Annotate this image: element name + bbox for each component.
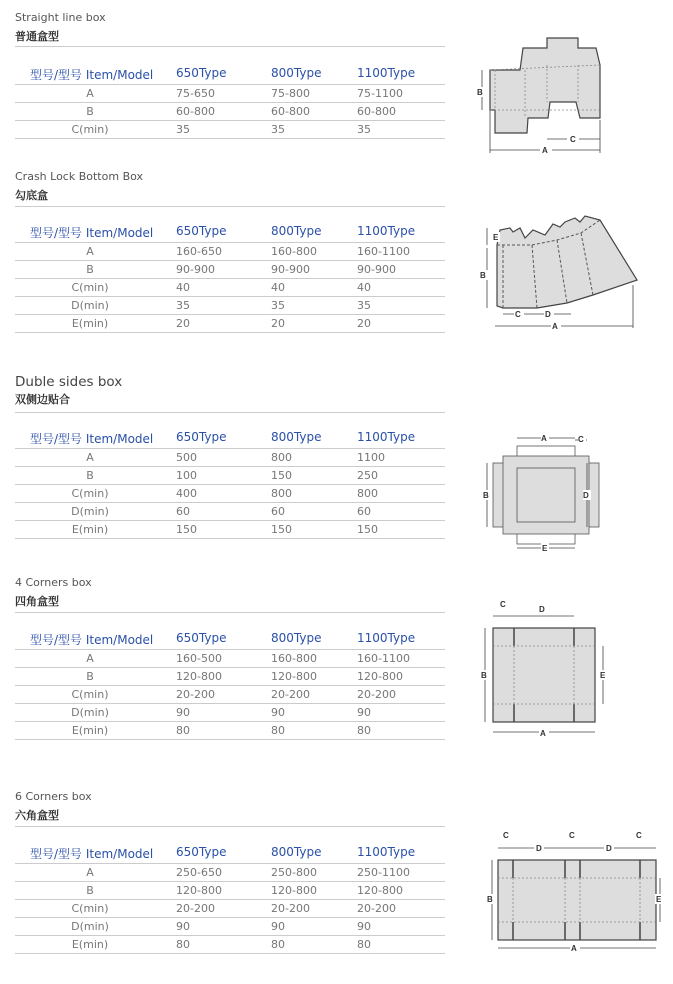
dim-label-e: E	[542, 544, 548, 551]
section-title-cn: 勾底盒	[15, 189, 48, 202]
dim-label-b: B	[477, 88, 483, 97]
table-header	[15, 428, 445, 448]
table-row	[15, 935, 445, 954]
cell: 160-800	[271, 245, 317, 258]
cell: B	[86, 469, 94, 482]
cell: D(min)	[71, 505, 109, 518]
dim-label-b: B	[483, 491, 489, 500]
table-row	[15, 649, 445, 667]
cell: 90	[271, 706, 285, 719]
cell: 20-200	[176, 902, 215, 915]
section-title-en: 4 Corners box	[15, 576, 92, 589]
dim-label-a: A	[540, 729, 546, 738]
dim-label-d: D	[583, 491, 589, 500]
dim-label-c: C	[569, 831, 575, 840]
cell: 120-800	[271, 884, 317, 897]
cell: 35	[357, 123, 371, 136]
header-800: 800Type	[271, 224, 322, 238]
cell: 160-1100	[357, 652, 410, 665]
cell: 60	[271, 505, 285, 518]
header-800: 800Type	[271, 631, 322, 645]
cell: 250-1100	[357, 866, 410, 879]
dim-label-c: C	[503, 831, 509, 840]
dim-label-c: C	[578, 435, 584, 444]
cell: 20	[176, 317, 190, 330]
cell: 20-200	[176, 688, 215, 701]
cell: 150	[271, 469, 292, 482]
dim-label-d: D	[545, 310, 551, 319]
header-item: 型号/型号 Item/Model	[30, 226, 154, 240]
cell: 35	[357, 299, 371, 312]
cell: 20-200	[357, 902, 396, 915]
cell: 800	[357, 487, 378, 500]
duble-sides-box-diagram	[475, 426, 615, 551]
cell: 90	[176, 920, 190, 933]
dim-label-e: E	[493, 233, 499, 242]
cell: D(min)	[71, 920, 109, 933]
section-title-cn: 六角盒型	[15, 809, 59, 822]
table-row	[15, 881, 445, 899]
header-1100: 1100Type	[357, 845, 416, 859]
cell: 1100	[357, 451, 385, 464]
cell: 20-200	[271, 902, 310, 915]
cell: 40	[176, 281, 190, 294]
cell: 90	[176, 706, 190, 719]
table-row	[15, 102, 445, 120]
table-row	[15, 703, 445, 721]
cell: 800	[271, 451, 292, 464]
table-row	[15, 863, 445, 881]
cell: D(min)	[71, 299, 109, 312]
header-800: 800Type	[271, 845, 322, 859]
table-header	[15, 222, 445, 242]
cell: E(min)	[71, 938, 109, 951]
table-row	[15, 260, 445, 278]
dim-label-e: E	[600, 671, 606, 680]
cell: E(min)	[71, 523, 109, 536]
cell: 75-1100	[357, 87, 403, 100]
table-row	[15, 721, 445, 740]
header-item: 型号/型号 Item/Model	[30, 68, 154, 82]
cell: 100	[176, 469, 197, 482]
divider	[15, 612, 445, 613]
cell: 60-800	[357, 105, 396, 118]
dim-label-c: C	[636, 831, 642, 840]
cell: C(min)	[71, 281, 109, 294]
spec-table	[15, 428, 445, 539]
cell: 60	[357, 505, 371, 518]
table-row	[15, 84, 445, 102]
dim-label-e: E	[656, 895, 662, 904]
cell: 150	[271, 523, 292, 536]
cell: 120-800	[271, 670, 317, 683]
cell: 35	[176, 123, 190, 136]
dim-label-a: A	[571, 944, 577, 953]
cell: C(min)	[71, 123, 109, 136]
cell: 250	[357, 469, 378, 482]
cell: A	[86, 87, 94, 100]
table-row	[15, 917, 445, 935]
cell: 250-650	[176, 866, 222, 879]
dim-label-a: A	[552, 322, 558, 331]
table-row	[15, 296, 445, 314]
table-row	[15, 520, 445, 539]
cell: 500	[176, 451, 197, 464]
dim-label-c: C	[515, 310, 521, 319]
cell: 60-800	[176, 105, 215, 118]
cell: 800	[271, 487, 292, 500]
cell: C(min)	[71, 688, 109, 701]
dim-label-b: B	[481, 671, 487, 680]
4-corners-box-diagram	[478, 596, 618, 741]
cell: E(min)	[71, 317, 109, 330]
cell: B	[86, 105, 94, 118]
cell: C(min)	[71, 487, 109, 500]
section-title-en: Crash Lock Bottom Box	[15, 170, 144, 183]
cell: 80	[357, 938, 371, 951]
cell: 150	[357, 523, 378, 536]
cell: 35	[271, 299, 285, 312]
cell: A	[86, 652, 94, 665]
cell: 400	[176, 487, 197, 500]
cell: D(min)	[71, 706, 109, 719]
cell: A	[86, 245, 94, 258]
table-row	[15, 667, 445, 685]
table-row	[15, 120, 445, 139]
cell: C(min)	[71, 902, 109, 915]
cell: 120-800	[176, 670, 222, 683]
cell: 75-650	[176, 87, 215, 100]
cell: 60-800	[271, 105, 310, 118]
cell: 120-800	[176, 884, 222, 897]
cell: 250-800	[271, 866, 317, 879]
section-title-cn: 四角盒型	[15, 595, 59, 608]
cell: 40	[271, 281, 285, 294]
dim-label-b: B	[487, 895, 493, 904]
section-title-cn: 双侧边贴合	[15, 393, 70, 406]
cell: 150	[176, 523, 197, 536]
cell: 40	[357, 281, 371, 294]
spec-table	[15, 629, 445, 740]
section-title-en: Duble sides box	[15, 374, 123, 390]
cell: A	[86, 866, 94, 879]
cell: 80	[176, 938, 190, 951]
cell: B	[86, 670, 94, 683]
cell: 35	[271, 123, 285, 136]
divider	[15, 46, 445, 47]
dim-label-a: A	[542, 146, 548, 155]
cell: 60	[176, 505, 190, 518]
header-item: 型号/型号 Item/Model	[30, 432, 154, 446]
dim-label-b: B	[480, 271, 486, 280]
header-650: 650Type	[176, 224, 227, 238]
dim-label-c: C	[570, 135, 576, 144]
cell: 160-500	[176, 652, 222, 665]
dim-label-c: C	[500, 600, 506, 609]
table-header	[15, 843, 445, 863]
cell: E(min)	[71, 724, 109, 737]
cell: 90	[357, 920, 371, 933]
table-header	[15, 64, 445, 84]
6-corners-box-diagram	[480, 828, 665, 953]
dim-label-d: D	[536, 844, 542, 853]
header-650: 650Type	[176, 430, 227, 444]
header-800: 800Type	[271, 430, 322, 444]
cell: 90-900	[357, 263, 396, 276]
cell: 80	[176, 724, 190, 737]
table-row	[15, 685, 445, 703]
cell: 90	[357, 706, 371, 719]
cell: 160-1100	[357, 245, 410, 258]
header-650: 650Type	[176, 66, 227, 80]
cell: 160-800	[271, 652, 317, 665]
dim-label-d: D	[606, 844, 612, 853]
cell: 80	[271, 724, 285, 737]
header-1100: 1100Type	[357, 66, 416, 80]
header-650: 650Type	[176, 631, 227, 645]
cell: 90	[271, 920, 285, 933]
spec-table	[15, 64, 445, 139]
cell: B	[86, 884, 94, 897]
straight-line-box-diagram	[470, 35, 620, 160]
cell: 75-800	[271, 87, 310, 100]
cell: 35	[176, 299, 190, 312]
cell: 80	[357, 724, 371, 737]
section-title-en: Straight line box	[15, 11, 106, 24]
header-item: 型号/型号 Item/Model	[30, 847, 154, 861]
section-title-en: 6 Corners box	[15, 790, 92, 803]
crash-lock-bottom-box-diagram	[465, 210, 640, 335]
header-650: 650Type	[176, 845, 227, 859]
header-800: 800Type	[271, 66, 322, 80]
cell: 20-200	[271, 688, 310, 701]
header-item: 型号/型号 Item/Model	[30, 633, 154, 647]
table-row	[15, 314, 445, 333]
header-1100: 1100Type	[357, 224, 416, 238]
cell: 20	[271, 317, 285, 330]
cell: 160-650	[176, 245, 222, 258]
divider	[15, 206, 445, 207]
spec-table	[15, 222, 445, 333]
cell: 120-800	[357, 670, 403, 683]
table-row	[15, 466, 445, 484]
header-1100: 1100Type	[357, 430, 416, 444]
cell: 80	[271, 938, 285, 951]
table-row	[15, 484, 445, 502]
divider	[15, 412, 445, 413]
dim-label-d: D	[539, 605, 545, 614]
table-header	[15, 629, 445, 649]
table-row	[15, 278, 445, 296]
table-row	[15, 502, 445, 520]
dim-label-a: A	[541, 434, 547, 443]
table-row	[15, 448, 445, 466]
spec-table	[15, 843, 445, 954]
table-row	[15, 899, 445, 917]
cell: 90-900	[176, 263, 215, 276]
cell: 120-800	[357, 884, 403, 897]
cell: 90-900	[271, 263, 310, 276]
header-1100: 1100Type	[357, 631, 416, 645]
cell: 20	[357, 317, 371, 330]
cell: B	[86, 263, 94, 276]
cell: A	[86, 451, 94, 464]
table-row	[15, 242, 445, 260]
section-title-cn: 普通盒型	[15, 30, 59, 43]
divider	[15, 826, 445, 827]
cell: 20-200	[357, 688, 396, 701]
